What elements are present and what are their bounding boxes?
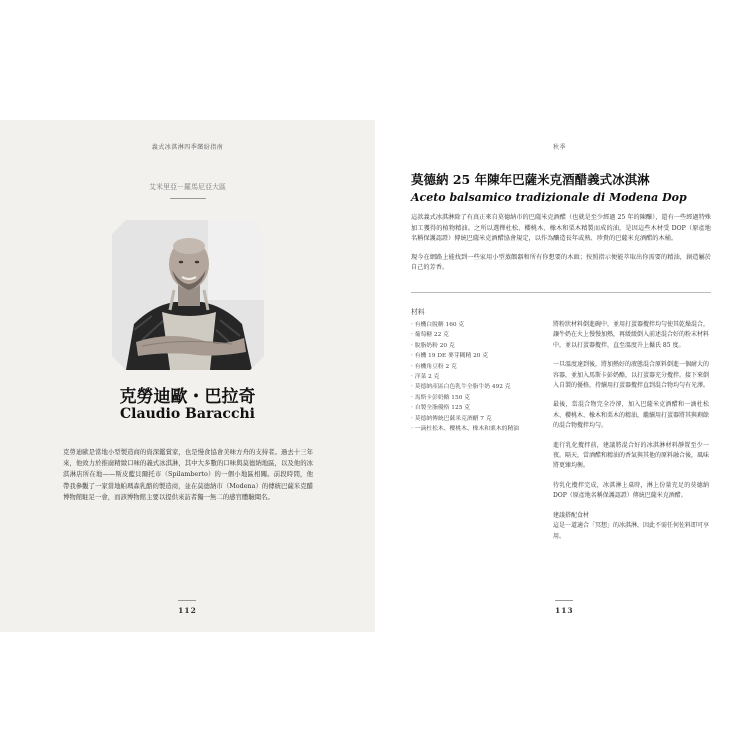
ingredients-list <box>411 320 541 434</box>
recipe-title-chinese: 莫德納 25 年陳年巴薩米克酒醋義式冰淇淋 <box>411 172 650 187</box>
step-paragraph: 待乳化攪拌完成，冰淇淋上桌時，淋上份量充足的莫德納 DOP（原產地名稱保護認證）傳統巴薩米克酒醋。 <box>553 481 709 500</box>
ingredient-item: · 有機角豆粉 2 克 <box>411 362 541 372</box>
chef-name-english: Claudio Baracchi <box>120 406 255 422</box>
recipe-title-italian: Aceto balsamico tradizionale di Modena Dop <box>411 191 687 204</box>
step-paragraph: 進行乳化攪拌前，建議將混合好的冰淇淋材料靜置至少一夜。隔天，當酒醋和精油的香氣與其他的原料融合後，風味將更臻均衡。 <box>553 441 710 470</box>
ingredient-item: · 有機 19 DE 麥芽糊精 20 克 <box>411 351 541 361</box>
ingredient-item: · 洋菜 2 克 <box>411 372 541 382</box>
recipe-intro <box>411 213 711 282</box>
left-page <box>0 120 375 632</box>
running-head-right: 秋季 <box>553 144 567 151</box>
ingredient-item: · 脫脂奶粉 20 克 <box>411 341 541 351</box>
page-number-right: 113 <box>555 606 574 615</box>
portrait-illustration <box>112 220 264 370</box>
chef-bio: 克勞迪歐是當地小型製造商的資深鑑賞家，也是慢食協會美味方舟的支持者。過去十三年來，他致力於推廣精緻口味的義式冰淇淋，其中大多數的口味與莫德納地區，以及他的冰淇淋店所在地——斯皮藍貝爾托市（Spilamberto）的一個小地區相關。前段時間，他帶我參觀了一家當地帕瑪森乳酪的製造商，並在莫德納市（Modena）的傳統巴薩米克醋博物館駐足一會，而該博物館主要以提供來訪者獨一無二的感官體驗聞名。 <box>63 448 313 501</box>
ingredient-item: · 一滴杜松木、櫻桃木、橡木和栗木的精油 <box>411 424 541 434</box>
chef-name-chinese: 克勞迪歐・巴拉奇 <box>119 387 256 407</box>
portrait-photo <box>112 220 264 370</box>
ingredient-item: · 莫德納產區白色乳牛全脂牛奶 492 克 <box>411 382 541 392</box>
serving-suggestion: 建議搭配食材 這是一道適合「冥想」的冰淇淋，因此不需任何佐料即可享用。 <box>553 511 710 540</box>
ingredient-item: · 有機白脫糖 160 克 <box>411 320 541 330</box>
ingredient-item: · 自製全脂優格 125 克 <box>411 403 541 413</box>
intro-paragraph: 現今在網路上能找到一些家用小型蒸餾器和所有你想要的木頭；按照指示便能萃取出你需要的精油，創造屬於自己的芳香。 <box>411 253 711 271</box>
step-paragraph: 最後，當混合物完全冷卻，加入巴薩米克酒醋和一滴杜松木、櫻桃木、橡木和栗木的精油，繼續用打蛋器將其與剩餘的混合物攪拌均勻。 <box>553 401 710 430</box>
folio-rule-left <box>178 600 196 601</box>
section-divider <box>411 292 711 293</box>
step-paragraph: 將粉狀材料倒進碗中，並用打蛋器攪拌均勻使其乾燥混合，讓牛奶在火上慢慢加熱，再緩緩倒入前述混合好的粉末材料中，並以打蛋器攪拌，直至溫度升上攝氏 85 度。 <box>553 321 710 349</box>
folio-rule-right <box>555 600 573 601</box>
page-number-left: 112 <box>178 606 197 615</box>
running-head-left: 義式冰淇淋四季繽紛指南 <box>151 144 224 151</box>
ingredient-item: · 馬斯卡彭奶酪 150 克 <box>411 393 541 403</box>
right-page <box>375 120 750 632</box>
ingredients-heading: 材料 <box>411 308 425 316</box>
step-paragraph: 一旦溫度達到後，將加熱好的液態混合原料倒進一個耐大的容器，並加入馬斯卡彭奶酪，以打蛋器充分攪拌。接下來倒入自製的優格，持續用打蛋器攪拌直到混合物均勻有光澤。 <box>553 361 710 390</box>
region-label: 艾米里亞－羅馬尼亞大區 <box>149 183 226 191</box>
ingredient-item: · 葡萄糖 22 克 <box>411 330 541 340</box>
intro-paragraph: 這款義式冰淇淋除了有真正來自莫德納市的巴薩米克酒醋（也就是至少經過 25 年的陳釀），還有一些經過特殊加工獲得的植物精油。之所以選擇杜松、櫻桃木、橡木和栗木精製而成的油，是因這些木材受 DOP（原產地名稱保護認證）傳統巴薩米克酒醋協會規定，以作為釀造長年或熟、珍貴的巴薩米克酒醋的木桶。 <box>411 214 711 242</box>
region-divider <box>170 198 206 199</box>
recipe-steps <box>553 320 709 551</box>
ingredient-item: · 莫德納傳統巴薩米克酒醋 7 克 <box>411 414 541 424</box>
